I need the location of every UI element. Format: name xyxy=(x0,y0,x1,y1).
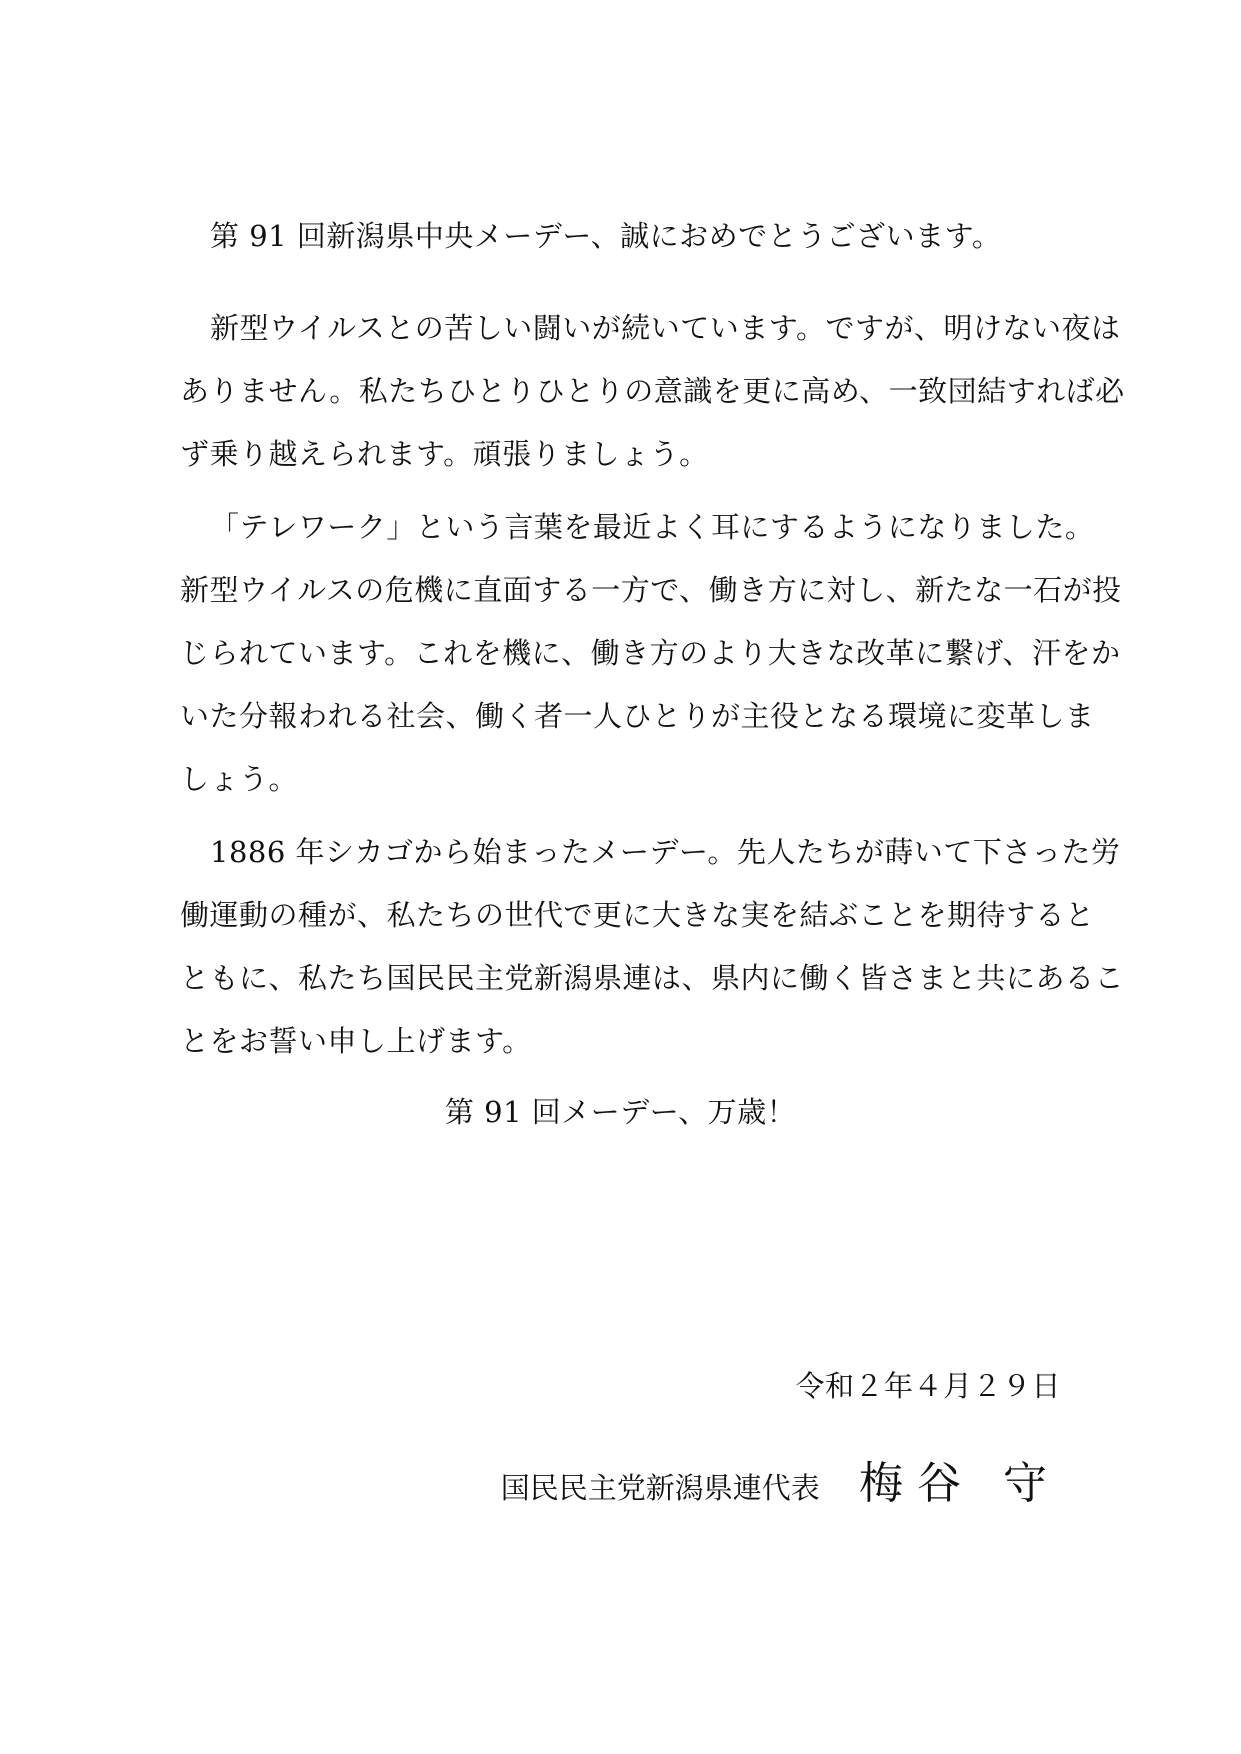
paragraph3-line1: 1886 年シカゴから始まったメーデー。先人たちが蒔いて下さった労 xyxy=(210,835,1121,869)
paragraph1-line1: 新型ウイルスとの苦しい闘いが続いています。ですが、明けない夜は xyxy=(210,311,1121,345)
paragraph1-line2: ありません。私たちひとりひとりの意識を更に高め、一致団結すれば必 xyxy=(180,374,1125,408)
paragraph3-line3: ともに、私たち国民民主党新潟県連は、県内に働く皆さまと共にあるこ xyxy=(180,961,1125,995)
signature-name: 梅谷 守 xyxy=(859,1458,1061,1509)
paragraph3-line2: 働運動の種が、私たちの世代で更に大きな実を結ぶことを期待すると xyxy=(180,898,1095,932)
paragraph2-line2: 新型ウイルスの危機に直面する一方で、働き方に対し、新たな一石が投 xyxy=(180,573,1122,607)
document-date: 令和２年４月２９日 xyxy=(795,1369,1061,1403)
paragraph1-line3: ず乗り越えられます。頑張りましょう。 xyxy=(180,437,709,471)
paragraph3-line4: とをお誓い申し上げます。 xyxy=(180,1024,532,1058)
paragraph2-line4: いた分報われる社会、働く者一人ひとりが主役となる環境に変革しま xyxy=(180,699,1095,733)
closing-cheer: 第 91 回メーデー、万歳！ xyxy=(444,1095,797,1129)
signature-role: 国民民主党新潟県連代表 xyxy=(500,1471,820,1505)
paragraph2-line3: じられています。これを機に、働き方のより大きな改革に繋げ、汗をか xyxy=(180,636,1121,670)
signature-block xyxy=(501,1458,1061,1514)
greeting-line: 第 91 回新潟県中央メーデー、誠におめでとうございます。 xyxy=(210,219,1002,253)
paragraph2-line1: 「テレワーク」という言葉を最近よく耳にするようになりました。 xyxy=(210,510,1095,544)
paragraph2-line5: しょう。 xyxy=(180,762,299,796)
